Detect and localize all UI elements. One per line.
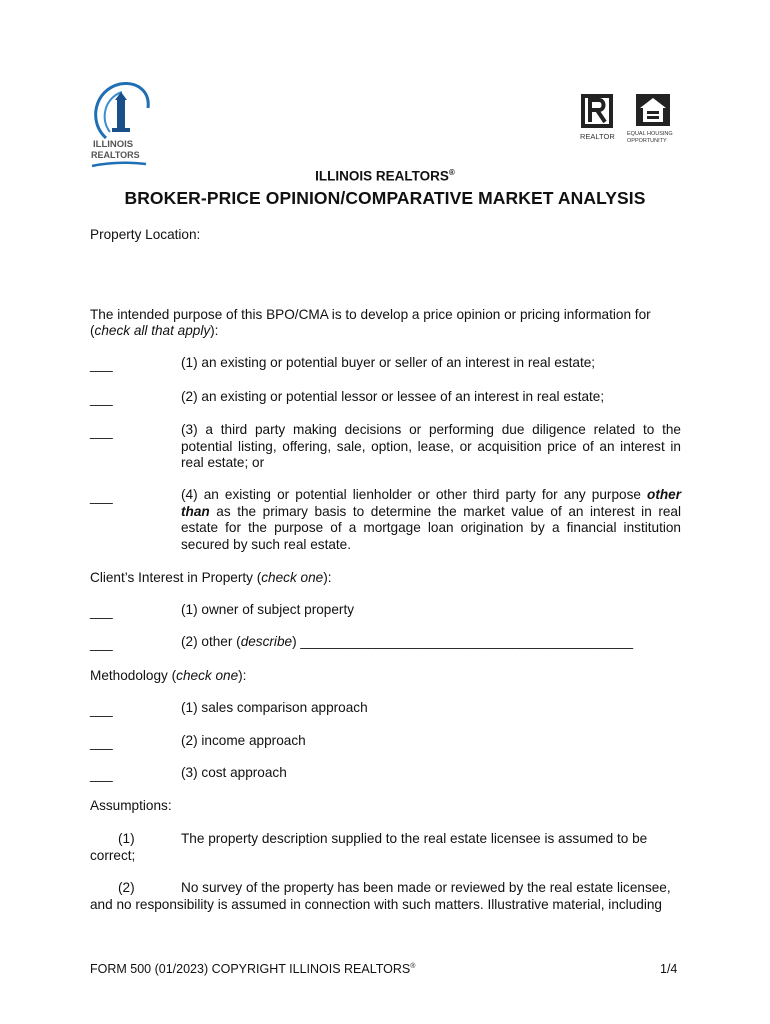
equal-housing-line1: EQUAL HOUSING [627, 131, 673, 137]
purpose-intro-line2: (check all that apply): [90, 323, 219, 338]
document-title: BROKER-PRICE OPINION/COMPARATIVE MARKET ANALYSIS [124, 188, 646, 208]
purpose-item-4: (4) an existing or potential lienholder or other third party for any purpose other than as the primary basis to determine the market value of an interest in real estate for the purpose of a mortgage loan origination by a financial institution secured by such real estate. [181, 487, 681, 552]
logo-text-line2: REALTORS [91, 150, 140, 160]
methodology-item-3: (3) cost approach [181, 765, 287, 780]
client-interest-label: Client’s Interest in Property (check one): [90, 570, 332, 585]
methodology-item-1: (1) sales comparison approach [181, 700, 368, 715]
purpose-item-1: (1) an existing or potential buyer or seller of an interest in real estate; [181, 355, 596, 370]
emphasis-other-than: other than [181, 487, 681, 519]
purpose-checkbox-2[interactable]: ___ [90, 391, 113, 406]
methodology-item-2: (2) income approach [181, 733, 306, 748]
client-checkbox-2[interactable]: ___ [90, 636, 113, 651]
client-checkbox-1[interactable]: ___ [90, 604, 113, 619]
assumption-2-text: No survey of the property has been made or reviewed by the real estate licensee, [181, 880, 671, 895]
assumption-1-number: (1) [118, 831, 135, 846]
assumptions-label: Assumptions: [90, 798, 172, 813]
realtor-mark-text: REALTOR [580, 132, 615, 141]
methodology-label: Methodology (check one): [90, 668, 247, 683]
methodology-checkbox-3[interactable]: ___ [90, 767, 113, 782]
logo-text-line1: ILLINOIS [93, 139, 134, 150]
methodology-checkbox-1[interactable]: ___ [90, 702, 113, 717]
assumption-1-text: The property description supplied to the real estate licensee is assumed to be [181, 831, 648, 846]
purpose-item-3: (3) a third party making decisions or performing due diligence related to the potential listing, offering, sale, option, lease, or acquisition price of an interest in real estate; or [181, 422, 681, 470]
purpose-item-2: (2) an existing or potential lessor or lessee of an interest in real estate; [181, 389, 605, 404]
purpose-checkbox-1[interactable]: ___ [90, 357, 113, 372]
equal-housing-line2: OPPORTUNITY [627, 138, 667, 144]
purpose-intro-line1: The intended purpose of this BPO/CMA is to develop a price opinion or pricing information for [90, 307, 651, 322]
page-number: 1/4 [660, 962, 678, 976]
property-location-label: Property Location: [90, 227, 201, 242]
client-item-2[interactable]: (2) other (describe) ____________________________________________ [181, 634, 634, 649]
realtor-equal-housing-logos [578, 92, 674, 146]
assumption-2-number: (2) [118, 880, 135, 895]
assumption-2-continuation: and no responsibility is assumed in connection with such matters. Illustrative material, including [90, 897, 662, 912]
client-item-1: (1) owner of subject property [181, 602, 355, 617]
purpose-checkbox-4[interactable]: ___ [90, 489, 113, 504]
illinois-realtors-logo [86, 78, 156, 174]
footer-copyright: FORM 500 (01/2023) COPYRIGHT ILLINOIS REALTORS® [90, 962, 416, 976]
purpose-checkbox-3[interactable]: ___ [90, 424, 113, 439]
organization-title: ILLINOIS REALTORS® [315, 168, 455, 184]
assumption-1-continuation: correct; [90, 848, 136, 863]
methodology-checkbox-2[interactable]: ___ [90, 735, 113, 750]
